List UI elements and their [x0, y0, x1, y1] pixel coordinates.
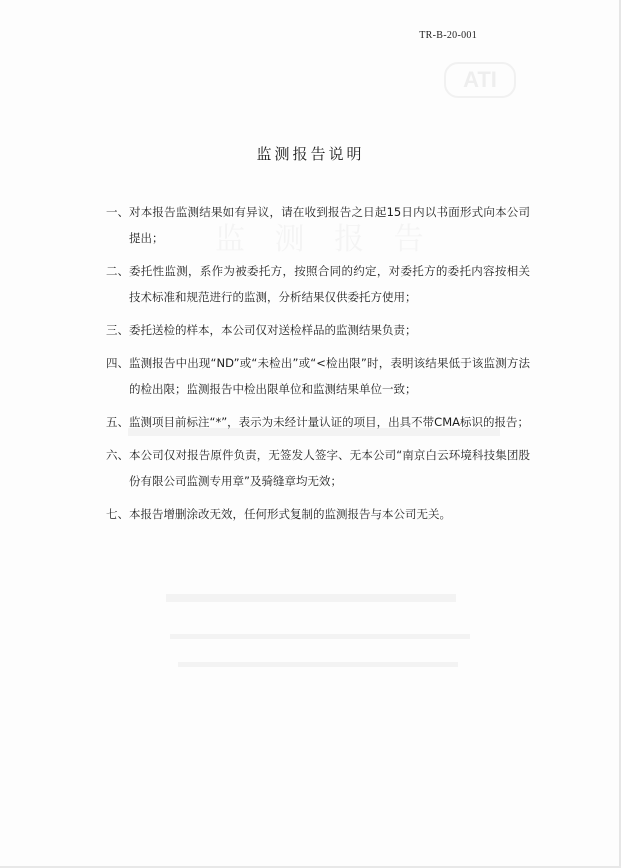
item-text: 监测报告中出现“ND”或“未检出”或“<检出限”时，表明该结果低于该监测方法的检出限；监测报告中检出限单位和监测结果单位一致； [129, 356, 530, 396]
item-text: 委托性监测，系作为被委托方，按照合同的约定，对委托方的委托内容按相关技术标准和规范进行的监测，分析结果仅供委托方使用； [129, 264, 530, 304]
page-title: 监测报告说明 [256, 145, 365, 163]
item-text: 对本报告监测结果如有异议，请在收到报告之日起15日内以书面形式向本公司提出； [129, 205, 530, 245]
bleed-through-logo: ATI [444, 62, 516, 98]
item-text: 监测项目前标注“*”，表示为未经计量认证的项目，出具不带CMA标识的报告； [129, 415, 529, 429]
document-code: TR-B-20-001 [419, 30, 477, 41]
bleed-through-title: 监 测 报 告 [215, 222, 434, 257]
list-item [106, 350, 530, 402]
item-number: 四、 [106, 356, 129, 370]
item-number: 六、 [106, 448, 129, 462]
notes-list [106, 199, 530, 534]
item-number: 五、 [106, 415, 129, 429]
item-text: 委托送检的样本，本公司仅对送检样品的监测结果负责； [129, 323, 417, 337]
item-number: 一、 [106, 205, 129, 219]
item-text: 本报告增删涂改无效，任何形式复制的监测报告与本公司无关。 [129, 507, 451, 521]
item-number: 三、 [106, 323, 129, 337]
list-item [106, 199, 530, 251]
bleed-through-line [170, 634, 470, 639]
list-item [106, 501, 530, 527]
bleed-through-line [166, 594, 456, 602]
list-item [106, 317, 530, 343]
list-item [106, 258, 530, 310]
item-text: 本公司仅对报告原件负责，无签发人签字、无本公司“南京白云环境科技集团股份有限公司监测专用章”及骑缝章均无效； [129, 448, 530, 488]
item-number: 七、 [106, 507, 129, 521]
bleed-through-line [178, 662, 458, 667]
list-item [106, 409, 530, 435]
item-number: 二、 [106, 264, 129, 278]
list-item [106, 442, 530, 494]
